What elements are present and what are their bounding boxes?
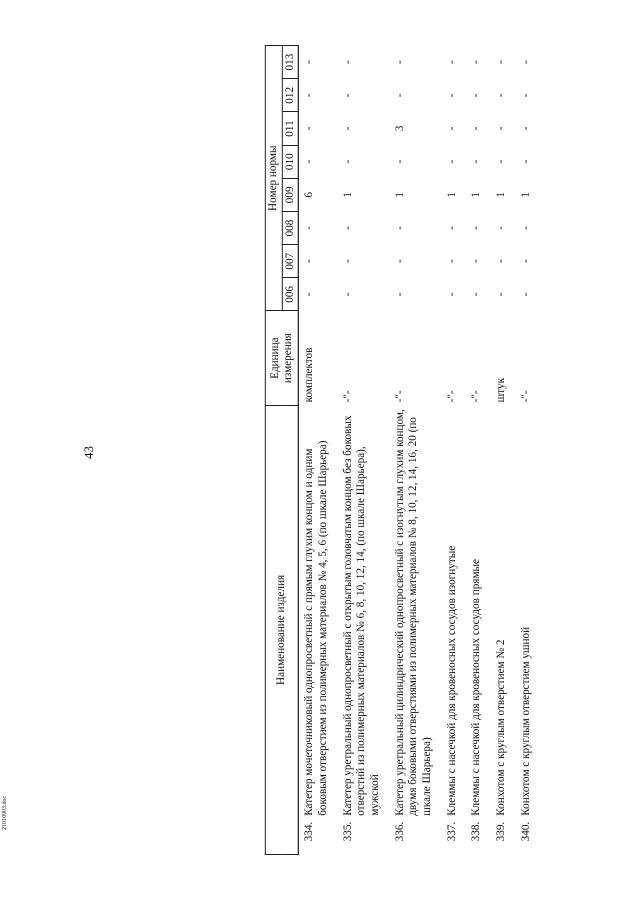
item-name: Клеммы с насечкой для кровеносных сосудов прямые bbox=[470, 558, 483, 816]
norm-value: - bbox=[341, 126, 354, 131]
unit-of-measure: штук bbox=[494, 377, 507, 403]
norm-value: - bbox=[470, 93, 483, 98]
norm-value: - bbox=[470, 292, 483, 297]
row-number: 339. bbox=[494, 821, 507, 842]
row-number: 334. bbox=[303, 821, 316, 842]
row-number: 337. bbox=[445, 821, 458, 842]
norm-value: 1 bbox=[470, 192, 483, 198]
header-norm-col: 009 bbox=[282, 178, 299, 211]
unit-of-measure: -"- bbox=[393, 390, 406, 403]
row-number: 336. bbox=[393, 821, 406, 842]
norm-value: - bbox=[494, 259, 507, 264]
norm-value: - bbox=[303, 93, 316, 98]
unit-of-measure: -"- bbox=[445, 390, 458, 403]
norm-value: - bbox=[519, 93, 532, 98]
norm-value: 1 bbox=[445, 192, 458, 198]
norm-value: - bbox=[341, 93, 354, 98]
table-row bbox=[389, 46, 441, 855]
norm-value: - bbox=[445, 226, 458, 230]
header-unit: Единица измерения bbox=[265, 311, 298, 405]
header-norm-group: Номер нормы bbox=[265, 46, 282, 311]
table-row bbox=[337, 46, 389, 855]
header-norm-col: 013 bbox=[282, 46, 299, 79]
norm-value: - bbox=[445, 159, 458, 164]
norm-value: - bbox=[470, 159, 483, 164]
norm-value: - bbox=[494, 292, 507, 297]
unit-of-measure: -"- bbox=[341, 390, 354, 403]
item-name: Клеммы с насечкой для кровеносных сосудов изогнутые bbox=[445, 545, 458, 816]
norm-value: - bbox=[303, 259, 316, 264]
norm-value: - bbox=[494, 159, 507, 164]
norm-value: 1 bbox=[519, 192, 532, 198]
norm-value: - bbox=[519, 159, 532, 164]
item-name: Катетер уретральный цилиндрический однопросветный с изогнутым глухим концом, двумя боковыми отверстиями из полимерных материалов № 8, 10, 12, 14, 16, 20 (по шкале Шарьера) bbox=[393, 409, 433, 816]
norm-value: - bbox=[341, 60, 354, 64]
norm-value: 6 bbox=[303, 192, 316, 198]
row-number: 335. bbox=[341, 821, 354, 842]
norm-value: 1 bbox=[494, 192, 507, 198]
norm-value: - bbox=[494, 93, 507, 98]
header-norm-col: 011 bbox=[282, 112, 299, 145]
norm-value: - bbox=[341, 259, 354, 264]
norm-value: - bbox=[393, 292, 406, 297]
norm-value: - bbox=[393, 226, 406, 230]
item-name: Катетер уретральный однопросветный с открытым головчатым концом без боковых отверстий из полимерных материалов № 6, 8, 10, 12, 14, (по шкале Шарьера), мужской bbox=[341, 415, 381, 816]
header-norm-col: 008 bbox=[282, 211, 299, 244]
header-name: Наименование изделия bbox=[265, 405, 298, 854]
norm-value: - bbox=[303, 60, 316, 64]
norm-value: - bbox=[303, 126, 316, 131]
norm-value: - bbox=[470, 126, 483, 131]
header-norm-col: 010 bbox=[282, 145, 299, 178]
table-row bbox=[299, 46, 338, 855]
norm-value: - bbox=[445, 126, 458, 131]
norm-value: - bbox=[393, 259, 406, 264]
norm-value: - bbox=[393, 93, 406, 98]
table-row bbox=[441, 46, 466, 855]
unit-of-measure: -"- bbox=[470, 390, 483, 403]
footer-doc-code: 21010903.doc bbox=[2, 795, 8, 830]
page-number: 43 bbox=[81, 446, 96, 459]
norm-value: - bbox=[303, 292, 316, 297]
table-row bbox=[466, 46, 491, 855]
norm-value: - bbox=[445, 259, 458, 264]
norm-value: - bbox=[341, 226, 354, 230]
norm-value: - bbox=[519, 292, 532, 297]
norm-value: - bbox=[470, 226, 483, 230]
norm-value: - bbox=[519, 126, 532, 131]
item-name: Конхотом с круглым отверстием № 2 bbox=[494, 639, 507, 816]
header-norm-col: 007 bbox=[282, 245, 299, 278]
row-number: 340. bbox=[519, 821, 532, 842]
header-norm-col: 006 bbox=[282, 278, 299, 311]
unit-of-measure: -"- bbox=[519, 390, 532, 403]
norm-value: - bbox=[445, 93, 458, 98]
norm-value: - bbox=[519, 259, 532, 264]
norm-value: - bbox=[341, 159, 354, 164]
row-number: 338. bbox=[470, 821, 483, 842]
norm-value: - bbox=[494, 60, 507, 64]
item-name: Конхотом с круглым отверстием ушной bbox=[519, 626, 532, 816]
norm-value: - bbox=[341, 292, 354, 297]
norm-value: 3 bbox=[393, 125, 406, 132]
norm-value: 1 bbox=[393, 192, 406, 198]
norm-value: - bbox=[470, 259, 483, 264]
table-row bbox=[491, 46, 516, 855]
norm-value: - bbox=[494, 226, 507, 230]
norm-value: - bbox=[393, 159, 406, 164]
norm-value: - bbox=[303, 226, 316, 230]
norm-value: - bbox=[519, 226, 532, 230]
item-name: Катетер мочеточниковый однопросветный с прямым глухим концом и одним боковым отверстием из полимерных материалов № 4, 5, 6 (по шкале Шарьера) bbox=[303, 440, 329, 816]
norm-value: - bbox=[470, 60, 483, 64]
norm-value: - bbox=[494, 126, 507, 131]
norms-table bbox=[265, 45, 540, 855]
norm-value: - bbox=[445, 60, 458, 64]
norm-value: - bbox=[445, 292, 458, 297]
norm-value: - bbox=[519, 60, 532, 64]
table-row bbox=[515, 46, 540, 855]
norm-value: - bbox=[303, 159, 316, 164]
norm-value: 1 bbox=[341, 192, 354, 198]
norm-value: - bbox=[393, 60, 406, 64]
header-norm-col: 012 bbox=[282, 79, 299, 112]
unit-of-measure: комплектов bbox=[303, 347, 316, 403]
